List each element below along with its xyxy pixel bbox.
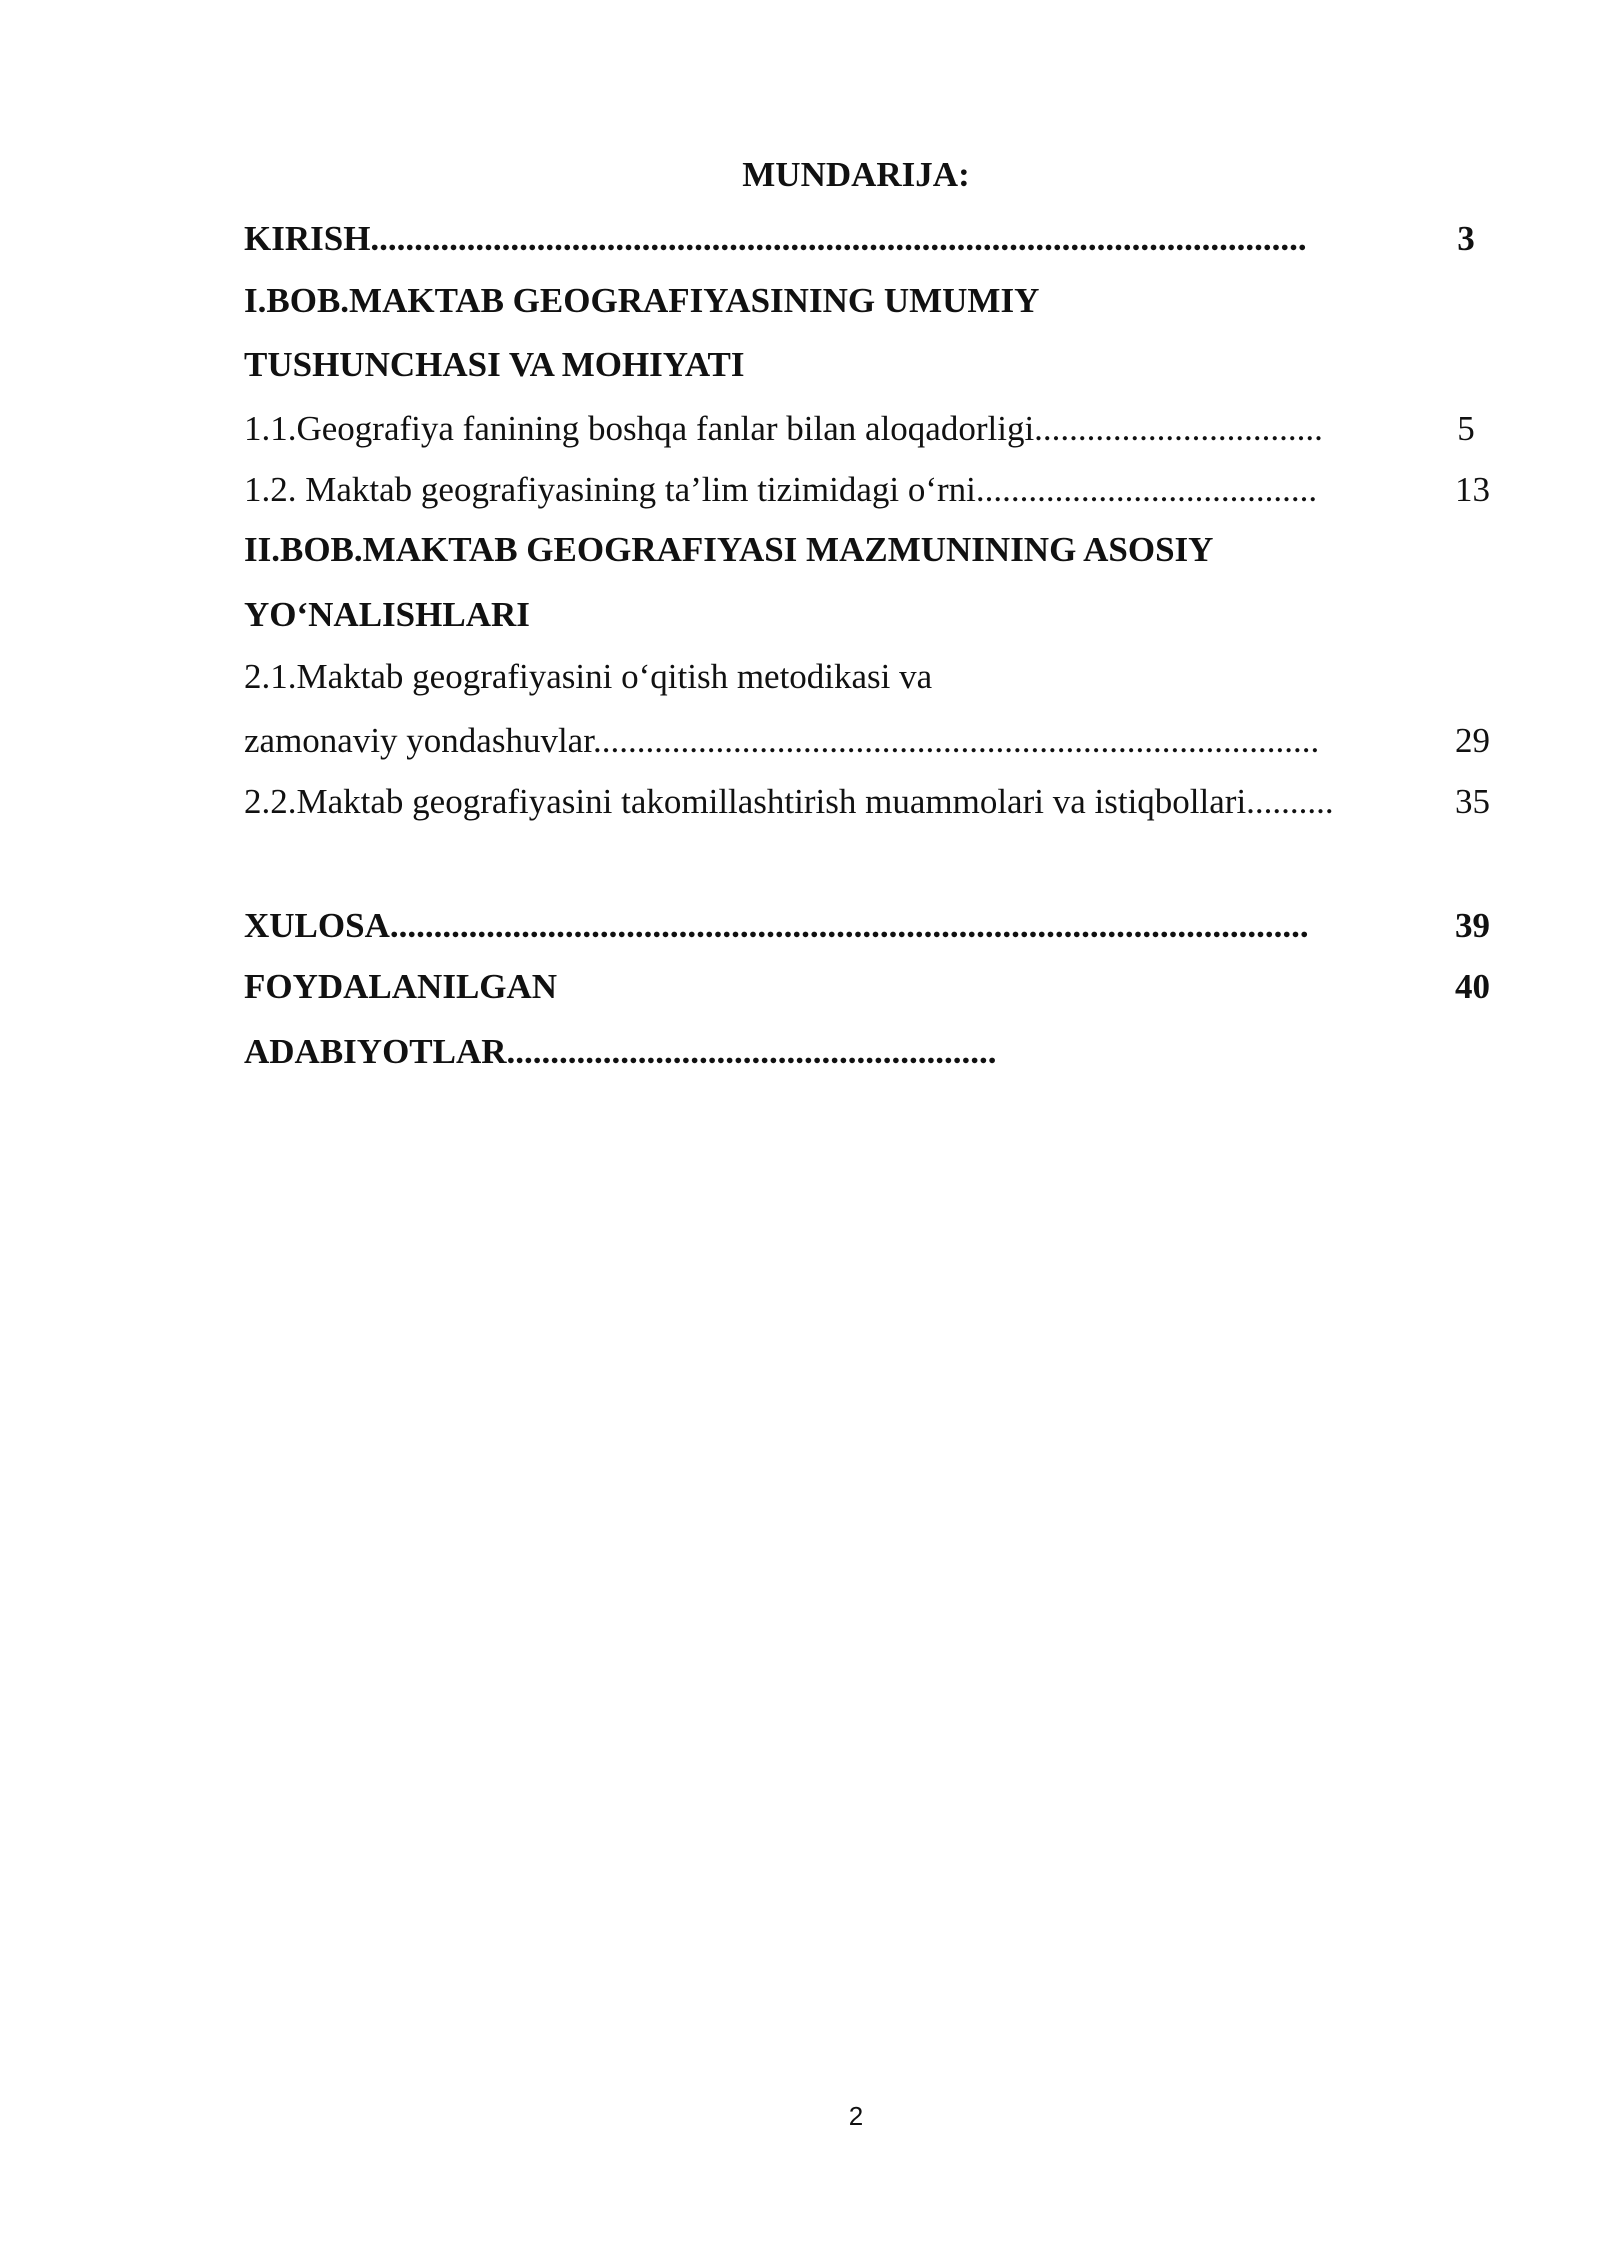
toc-entry-page: 40 [1455, 967, 1490, 1006]
toc-entry-page: 39 [1455, 906, 1490, 945]
toc-entry-label: I.BOB.MAKTAB GEOGRAFIYASINING UMUMIY [244, 281, 1040, 320]
toc-entry-label: ADABIYOTLAR........................................................ [244, 1032, 997, 1071]
toc-entry-label: 2.1.Maktab geografiyasini o‘qitish metodikasi va [244, 657, 933, 696]
toc-entry-section-2-1-line-1[interactable] [244, 652, 1490, 702]
toc-entry-label: TUSHUNCHASI VA MOHIYATI [244, 345, 745, 384]
toc-entry-label: KIRISH........................................................................................................... [244, 219, 1307, 258]
toc-entry-section-2-2[interactable] [244, 777, 1490, 827]
toc-entry-page: 13 [1455, 470, 1490, 509]
toc-entry-page: 3 [1457, 219, 1475, 258]
toc-entry-kirish[interactable] [244, 214, 1490, 264]
toc-entry-section-1-1[interactable] [244, 404, 1490, 454]
toc-entry-references-line-1[interactable] [244, 962, 1490, 1012]
toc-entry-xulosa[interactable] [244, 901, 1490, 951]
toc-entry-section-2-1-line-2[interactable] [244, 716, 1490, 766]
toc-entry-chapter-1-line-2[interactable] [244, 340, 1490, 390]
toc-entry-label: 1.2. Maktab geografiyasining ta’lim tizimidagi o‘rni....................................... [244, 470, 1318, 509]
toc-entry-label: FOYDALANILGAN [244, 967, 558, 1006]
toc-entry-label: 1.1.Geografiya fanining boshqa fanlar bilan aloqadorligi................................. [244, 409, 1323, 448]
toc-entry-references-line-2[interactable] [244, 1027, 1490, 1077]
page-number: 2 [848, 2101, 864, 2131]
toc-entry-page: 35 [1455, 782, 1490, 821]
toc-entry-chapter-2-line-1[interactable] [244, 525, 1490, 575]
toc-entry-label: YO‘NALISHLARI [244, 595, 530, 634]
toc-entry-page: 5 [1457, 409, 1475, 448]
toc-entry-label: zamonaviy yondashuvlar................................................................................... [244, 721, 1320, 760]
toc-entry-label: XULOSA......................................................................................................... [244, 906, 1309, 945]
toc-entry-section-1-2[interactable] [244, 465, 1490, 515]
toc-entry-label: II.BOB.MAKTAB GEOGRAFIYASI MAZMUNINING ASOSIY [244, 530, 1214, 569]
toc-entry-chapter-1-line-1[interactable] [244, 276, 1490, 326]
toc-entry-page: 29 [1455, 721, 1490, 760]
toc-entry-label: 2.2.Maktab geografiyasini takomillashtirish muammolari va istiqbollari.......... [244, 782, 1334, 821]
toc-entry-chapter-2-line-2[interactable] [244, 590, 1490, 640]
toc-title: MUNDARIJA: [742, 155, 970, 194]
